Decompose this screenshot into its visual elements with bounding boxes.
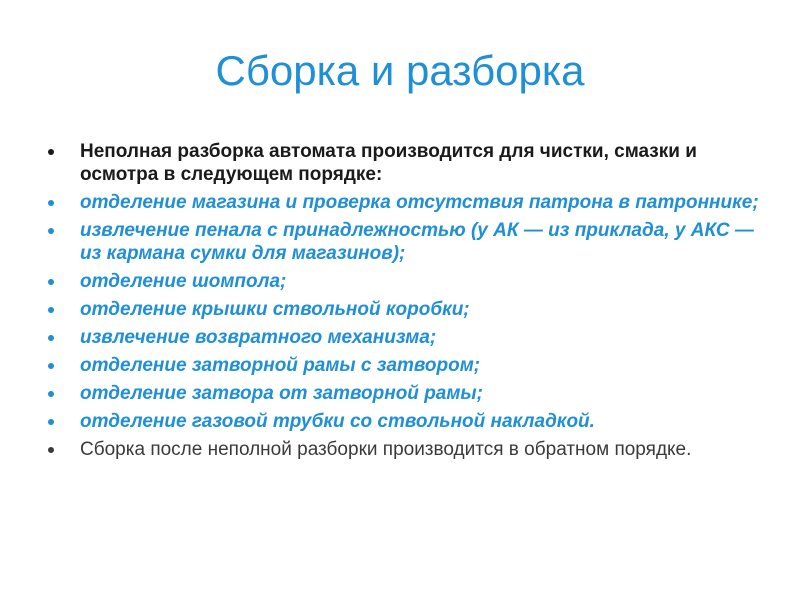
step-text: отделение крышки ствольной коробки; bbox=[80, 299, 470, 320]
bullet-dot-icon bbox=[48, 335, 54, 341]
bullet-dot-icon bbox=[48, 307, 54, 313]
closing-bullet bbox=[44, 438, 764, 461]
step-text: извлечение возвратного механизма; bbox=[80, 327, 437, 348]
intro-bullet bbox=[44, 140, 764, 186]
slide-title: Сборка и разборка bbox=[215, 47, 585, 94]
step-bullet-6 bbox=[44, 354, 764, 377]
step-text: отделение магазина и проверка отсутствия патрона в патроннике; bbox=[80, 192, 759, 213]
step-bullet-2 bbox=[44, 219, 764, 265]
step-text: отделение затвора от затворной рамы; bbox=[80, 383, 483, 404]
step-bullet-5 bbox=[44, 326, 764, 349]
bullet-dot-icon bbox=[48, 228, 54, 234]
step-text: отделение затворной рамы с затвором; bbox=[80, 355, 481, 376]
step-bullet-1 bbox=[44, 191, 764, 214]
bullet-dot-icon bbox=[48, 363, 54, 369]
bullet-list bbox=[44, 140, 764, 466]
intro-text: Неполная разборка автомата производится для чистки, смазки и осмотра в следующем порядке: bbox=[80, 141, 697, 185]
bullet-dot-icon bbox=[48, 419, 54, 425]
step-text: отделение газовой трубки со ствольной накладкой. bbox=[80, 411, 595, 432]
bullet-dot-icon bbox=[48, 149, 54, 155]
closing-text: Сборка после неполной разборки производится в обратном порядке. bbox=[80, 439, 692, 460]
step-bullet-4 bbox=[44, 298, 764, 321]
bullet-dot-icon bbox=[48, 200, 54, 206]
step-bullet-7 bbox=[44, 382, 764, 405]
step-bullet-3 bbox=[44, 270, 764, 293]
step-text: извлечение пенала с принадлежностью (у АК — из приклада, у АКС — из кармана сумки для магазинов); bbox=[80, 220, 754, 264]
bullet-dot-icon bbox=[48, 391, 54, 397]
bullet-dot-icon bbox=[48, 279, 54, 285]
step-bullet-8 bbox=[44, 410, 764, 433]
step-text: отделение шомпола; bbox=[80, 271, 287, 292]
bullet-dot-icon bbox=[48, 447, 54, 453]
